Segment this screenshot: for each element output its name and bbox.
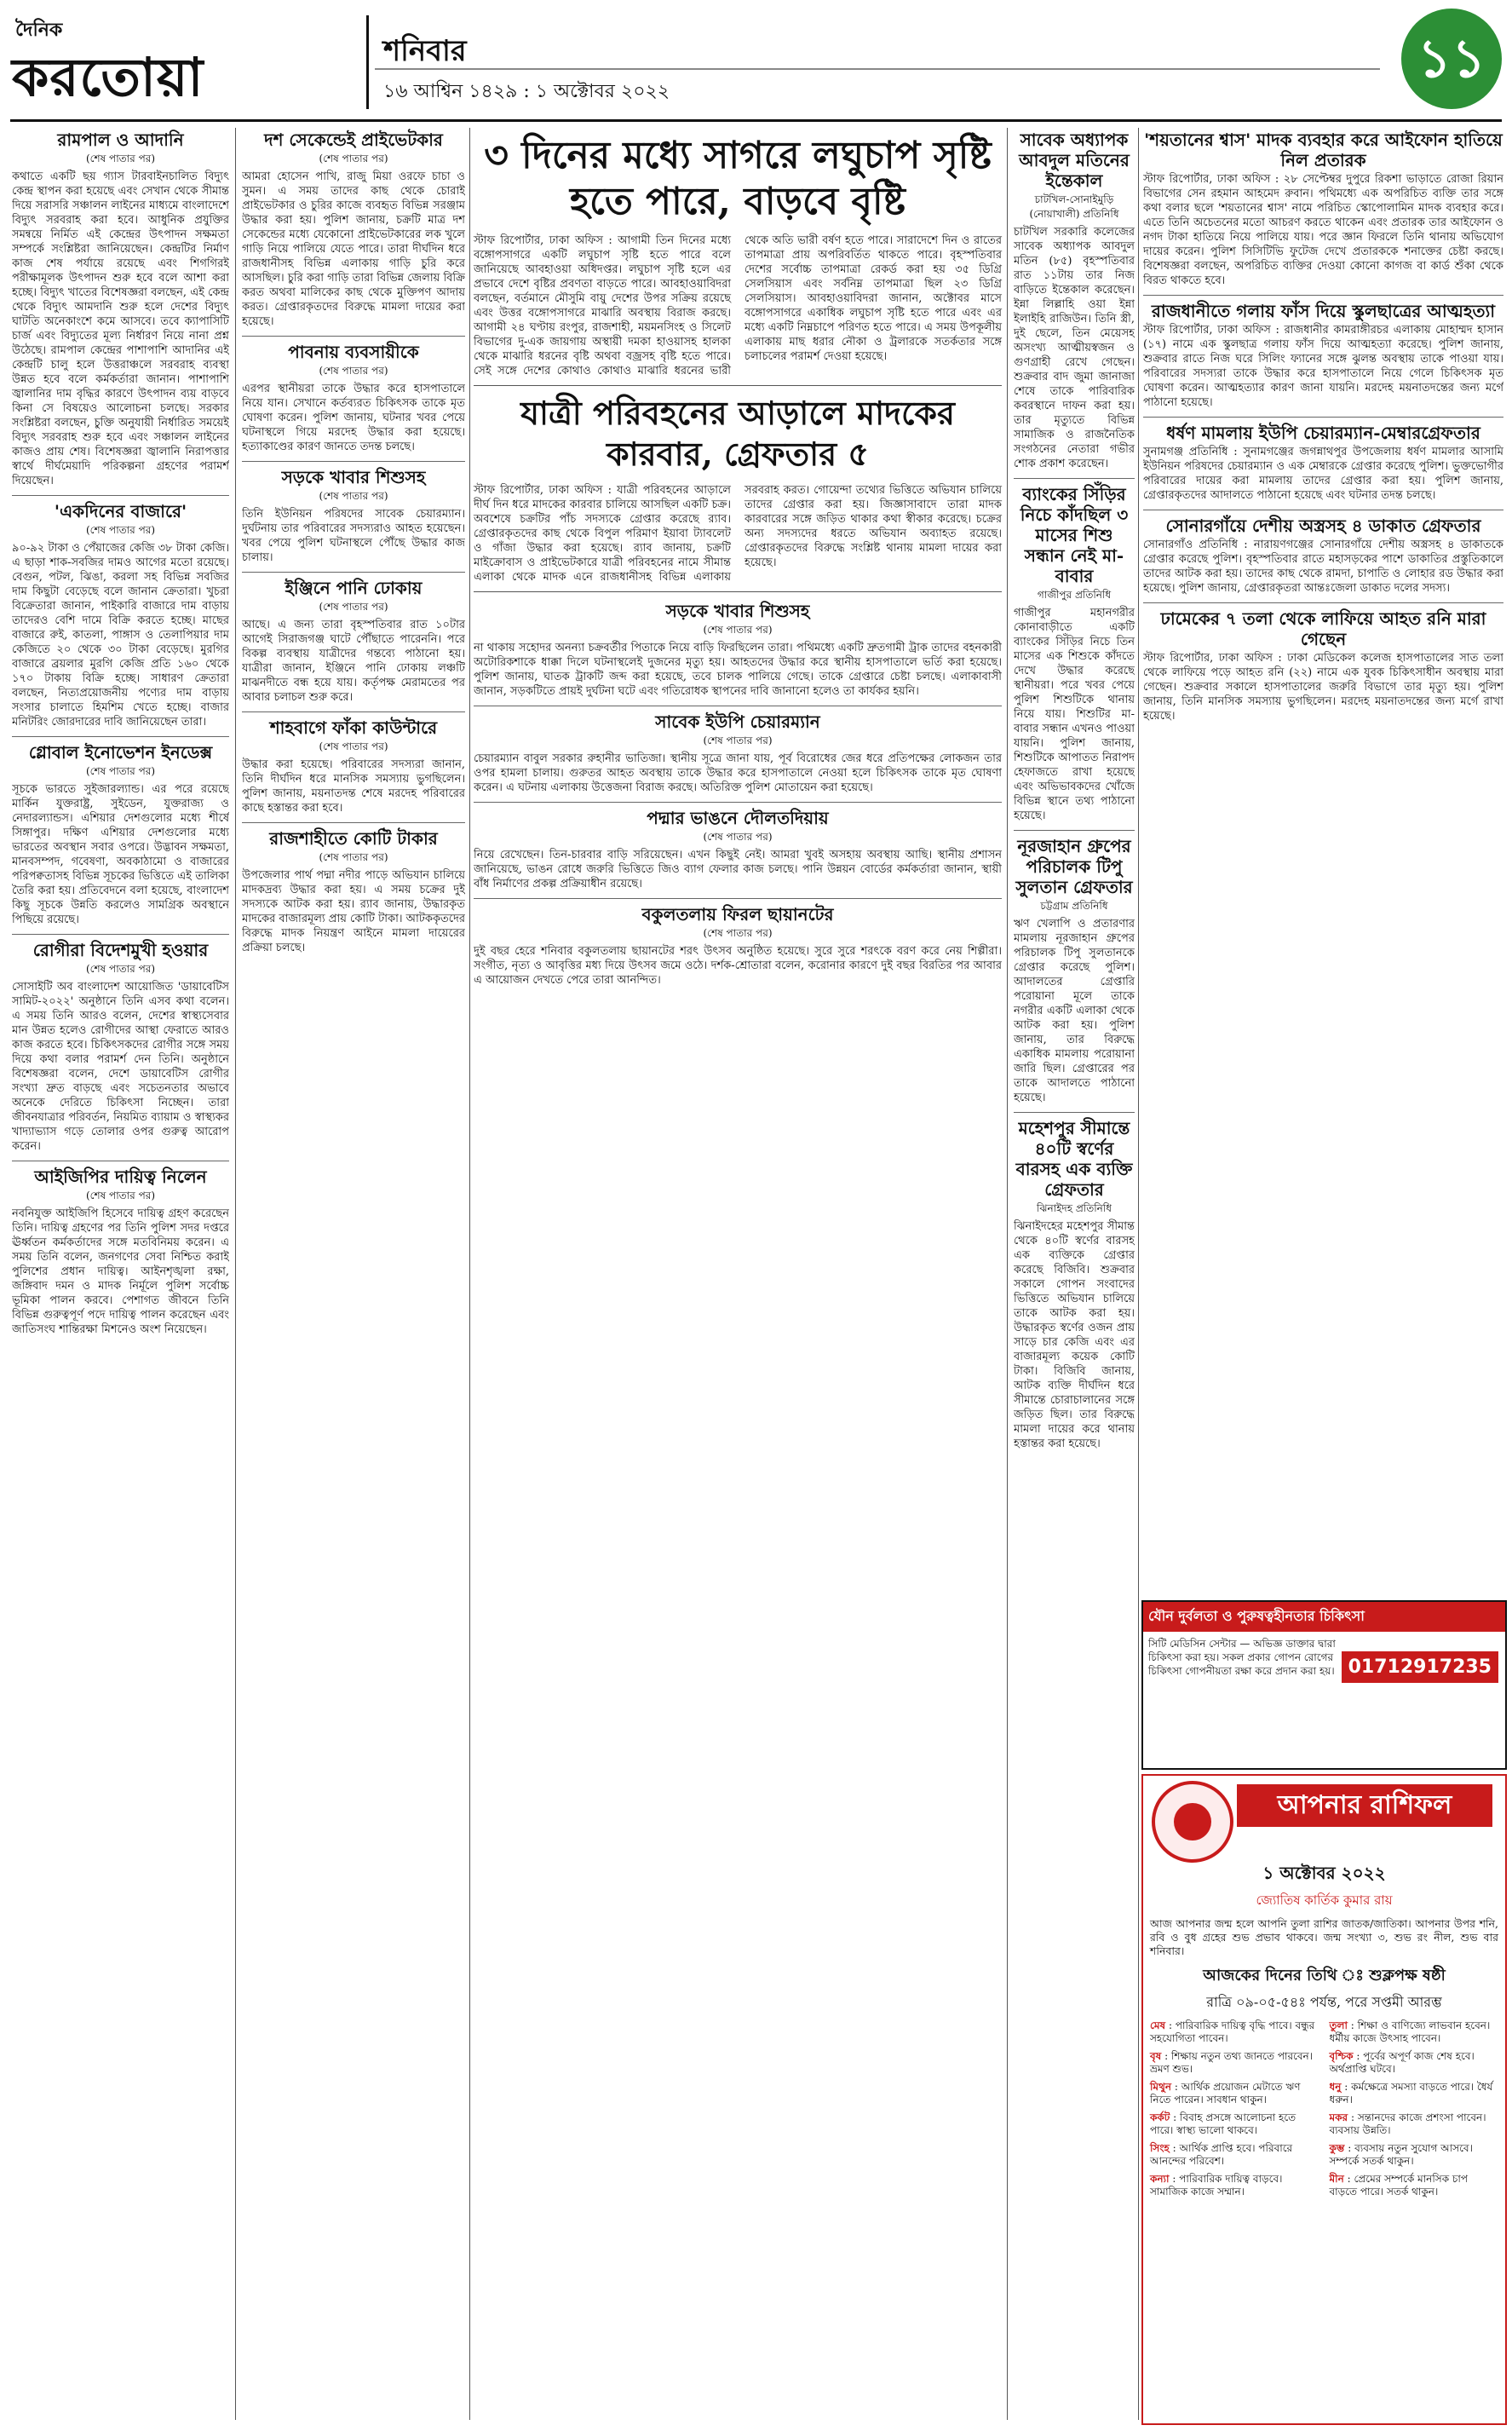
news-story	[1014, 1118, 1135, 1451]
zodiac-sign-item: মেষ : পারিবারিক দায়িত্ব বৃদ্ধি পাবে। বন্ধুর সহযোগিতা পাবেন।	[1150, 2019, 1315, 2044]
story-continuation-note: ঝিনাইদহ প্রতিনিধি	[1037, 1202, 1112, 1214]
story-headline: 'শয়তানের শ্বাস' মাদক ব্যবহার করে আইফোন হাতিয়ে নিল প্রতারক	[1144, 130, 1503, 170]
story-divider	[474, 802, 1002, 803]
column-5	[1143, 128, 1503, 1593]
zodiac-sign-name: ধনু	[1329, 2081, 1342, 2093]
zodiac-sign-text: শিক্ষায় নতুন তথ্য জানতে পারবেন। ভ্রমণ শুভ।	[1150, 2050, 1313, 2075]
story-body: কথাতে একটি ছয় গ্যাস টারবাইনচালিত বিদ্যুৎ কেন্দ্র স্থাপন করা হয়েছে এবং সেখান থেকে সীমান্ত দিয়ে সরাসরি সঞ্চালন লাইনের মাধ্যমে বাংলাদেশে বিদ্যুৎ সরবরাহ করা হবে। আধুনিক প্রযুক্তির সমন্বয়ে নির্মিত এই কেন্দ্রের উৎপাদন সক্ষমতা সম্পর্কে সংশ্লিষ্টরা জানিয়েছেন। কেন্দ্রটির নির্মাণ কাজ শেষ পর্যায়ে রয়েছে এবং শিগগিরই পরীক্ষামূলক উৎপাদন শুরু হবে বলে আশা করা হচ্ছে। বিদ্যুৎ খাতের বিশেষজ্ঞরা বলছেন, এই কেন্দ্র থেকে বিদ্যুৎ আমদানি শুরু হলে দেশের বিদ্যুৎ ঘাটতি অনেকাংশে কমে আসবে। তবে ক্যাপাসিটি চার্জ এবং বিদ্যুতের মূল্য নির্ধারণ নিয়ে নানা প্রশ্ন উঠেছে। রামপাল কেন্দ্রের পাশাপাশি আদানির এই কেন্দ্রটি চালু হলে উত্তরাঞ্চলে সরবরাহ ব্যবস্থা উন্নত হবে বলে কর্মকর্তারা জানান। পাশাপাশি জ্বালানির দাম বৃদ্ধির কারণে উৎপাদন ব্যয় বাড়বে কিনা সে বিষয়েও আলোচনা চলছে। সরকার সংশ্লিষ্টরা বলছেন, চুক্তি অনুযায়ী নির্ধারিত সময়েই বিদ্যুৎ সরবরাহ শুরু হবে এবং সঞ্চালন লাইনের কাজও প্রায় শেষ। বিশেষজ্ঞরা জ্বালানি নিরাপত্তার স্বার্থে দীর্ঘমেয়াদি পরিকল্পনা গ্রহণের পরামর্শ দিয়েছেন।	[12, 170, 229, 487]
masthead	[0, 0, 1512, 119]
zodiac-sign-name: কন্যা	[1150, 2173, 1170, 2185]
story-headline: দশ সেকেন্ডেই প্রাইভেটকার	[264, 130, 443, 150]
news-story	[242, 717, 465, 815]
zodiac-sign-text: পারিবারিক দায়িত্ব বৃদ্ধি পাবে। বন্ধুর সহযোগিতা পাবেন।	[1150, 2019, 1315, 2044]
story-headline: পাবনায় ব্যবসায়ীকে	[288, 342, 419, 362]
column-2	[242, 128, 465, 2420]
news-story	[242, 467, 465, 565]
news-story	[242, 342, 465, 454]
story-headline: আইজিপির দায়িত্ব নিলেন	[34, 1167, 207, 1187]
story-headline: রামপাল ও আদানি	[57, 130, 184, 150]
horoscope-author: জ্যোতিষ কার্তিক কুমার রায়	[1256, 1892, 1393, 1908]
story-headline: ঢামেকের ৭ তলা থেকে লাফিয়ে আহত রনি মারা গেছেন	[1160, 608, 1486, 649]
news-story	[242, 578, 465, 705]
story-divider	[12, 495, 229, 496]
zodiac-sign-text: পারিবারিক দায়িত্ব বাড়বে। সামাজিক কাজে সম্মান।	[1150, 2173, 1283, 2198]
news-story	[12, 130, 229, 488]
story-body: সূচকে ভারতে সুইজারল্যান্ড। এর পরে রয়েছে মার্কিন যুক্তরাষ্ট্র, সুইডেন, যুক্তরাজ্য ও নেদারল্যান্ডস। এশিয়ার দেশগুলোর মধ্যে শীর্ষে সিঙ্গাপুর। দক্ষিণ এশিয়ার দেশগুলোর মধ্যে ভারতের অবস্থান সবার ওপরে। উদ্ভাবন সক্ষমতা, মানবসম্পদ, গবেষণা, অবকাঠামো ও বাজারের পরিপক্বতাসহ বিভিন্ন সূচকের ভিত্তিতে এই তালিকা তৈরি করা হয়। প্রতিবেদনে বলা হয়েছে, বাংলাদেশ কিছু সূচকে উন্নতি করলেও সামগ্রিক অবস্থানে পিছিয়ে রয়েছে।	[12, 783, 229, 926]
lead-headline-drugs: যাত্রী পরিবহনের আড়ালে মাদকের কারবার, গ্রেফতার ৫	[520, 394, 955, 473]
news-story	[242, 828, 465, 955]
news-story	[12, 742, 229, 927]
zodiac-sign-name: মেষ	[1150, 2019, 1166, 2031]
story-headline: সাবেক ইউপি চেয়ারম্যান	[655, 711, 820, 732]
news-story	[1014, 130, 1135, 471]
story-continuation-note: চাটখিল-সোনাইমুড়ি (নোয়াখালী) প্রতিনিধি	[1029, 193, 1119, 220]
news-story	[1143, 516, 1503, 596]
zodiac-sign-name: তুলা	[1329, 2019, 1348, 2031]
story-body: না থাকায় সহোদর অনন্যা চক্রবর্তীর পিতাকে নিয়ে বাড়ি ফিরছিলেন তারা। পথিমধ্যে একটি দ্রুতগামী ট্রাক তাদের বহনকারী অটোরিকশাকে ধাক্কা দিলে ঘটনাস্থলেই দুজনের মৃত্যু হয়। আহতদের উদ্ধার করে স্থানীয় হাসপাতালে ভর্তি করা হয়েছে। পুলিশ জানায়, ঘাতক ট্রাকটি জব্দ করা হয়েছে, তবে চালক পালিয়ে গেছে। তাকে গ্রেপ্তারে চেষ্টা চলছে। এলাকাবাসী জানান, সড়কটিতে প্রায়ই দুর্ঘটনা ঘটে এবং গতিরোধক স্থাপনের দাবি জানানো হলেও তা কার্যকর হয়নি।	[474, 642, 1002, 698]
story-body: চাটখিল সরকারি কলেজের সাবেক অধ্যাপক আবদুল মতিন (৮৫) বৃহস্পতিবার রাত ১১টায় তার নিজ বাড়িতে ইন্তেকাল করেছেন। ইন্না লিল্লাহি ওয়া ইন্না ইলাইহি রাজিউন। তিনি স্ত্রী, দুই ছেলে, তিন মেয়েসহ অসংখ্য আত্মীয়স্বজন ও গুণগ্রাহী রেখে গেছেন। শুক্রবার বাদ জুমা জানাজা শেষে তাকে পারিবারিক কবরস্থানে দাফন করা হয়। তার মৃত্যুতে বিভিন্ন সামাজিক ও রাজনৈতিক সংগঠনের নেতারা গভীর শোক প্রকাশ করেছেন।	[1014, 226, 1135, 470]
news-story	[474, 711, 1002, 795]
news-story	[1014, 836, 1135, 1105]
story-continuation-note: (শেষ পাতার পর)	[85, 963, 156, 975]
story-continuation-note: (শেষ পাতার পর)	[319, 851, 388, 863]
zodiac-sign-item: মিথুন : আর্থিক প্রয়োজন মেটাতে ঋণ নিতে পারেন। সাবধান থাকুন।	[1150, 2081, 1301, 2106]
story-continuation-note: গাজীপুর প্রতিনিধি	[1037, 589, 1112, 601]
story-divider	[242, 711, 465, 712]
lead-story-drugs	[474, 393, 1002, 585]
center-continued-stories	[474, 599, 1002, 1809]
story-divider	[242, 572, 465, 573]
news-story	[12, 1167, 229, 1337]
story-headline: সড়কে খাবার শিশুসহ	[665, 601, 810, 621]
ad-body: সিটি মেডিসিন সেন্টার — অভিজ্ঞ ডাক্তার দ্বারা চিকিৎসা করা হয়। সকল প্রকার গোপন রোগের চিকিৎসা গোপনীয়তা রক্ষা করে প্রদান করা হয়।	[1148, 1638, 1336, 1677]
story-continuation-note: (শেষ পাতার পর)	[319, 740, 388, 752]
news-story	[474, 808, 1002, 891]
story-body: সোনারগাঁও প্রতিনিধি : নারায়ণগঞ্জের সোনারগাঁয়ে দেশীয় অস্ত্রসহ ৪ ডাকাতকে গ্রেপ্তার করেছে পুলিশ। বৃহস্পতিবার রাতে মহাসড়কের পাশে ডাকাতির প্রস্তুতিকালে তাদের আটক করা হয়। তাদের কাছ থেকে রামদা, চাপাতি ও লোহার রড উদ্ধার করা হয়েছে। পুলিশ জানায়, গ্রেপ্তারকৃতরা আন্তঃজেলা ডাকাত দলের সদস্য।	[1143, 539, 1503, 595]
story-continuation-note: (শেষ পাতার পর)	[85, 1190, 156, 1201]
lead-headline-weather: ৩ দিনের মধ্যে সাগরে লঘুচাপ সৃষ্টি হতে পারে, বাড়বে বৃষ্টি	[484, 134, 992, 223]
story-divider	[1143, 602, 1503, 603]
news-story	[1143, 608, 1503, 723]
zodiac-sign-item: কর্কট : বিবাহ প্রসঙ্গে আলোচনা হতে পারে। স্বাস্থ্য ভালো থাকবে।	[1150, 2111, 1296, 2136]
zodiac-sign-item: বৃষ : শিক্ষায় নতুন তথ্য জানতে পারবেন। ভ্রমণ শুভ।	[1150, 2050, 1313, 2075]
zodiac-sign-text: সন্তানদের কাজে প্রশংসা পাবেন। ব্যবসায় উন্নতি।	[1329, 2111, 1486, 2136]
story-divider	[474, 898, 1002, 899]
story-continuation-note: (শেষ পাতার পর)	[319, 153, 388, 164]
story-body: নবনিযুক্ত আইজিপি হিসেবে দায়িত্ব গ্রহণ করেছেন তিনি। দায়িত্ব গ্রহণের পর তিনি পুলিশ সদর দপ্তরে ঊর্ধ্বতন কর্মকর্তাদের সঙ্গে মতবিনিময় করেন। এ সময় তিনি বলেন, জনগণের সেবা নিশ্চিত করাই পুলিশের প্রধান দায়িত্ব। আইনশৃঙ্খলা রক্ষা, জঙ্গিবাদ দমন ও মাদক নির্মূলে পুলিশ সর্বোচ্চ ভূমিকা পালন করবে। পেশাগত জীবনে তিনি বিভিন্ন গুরুত্বপূর্ণ পদে দায়িত্ব পালন করেছেন এবং জাতিসংঘ শান্তিরক্ষা মিশনেও অংশ নিয়েছেন।	[12, 1207, 229, 1336]
masthead-rule	[375, 68, 1380, 70]
tithi-heading: আজকের দিনের তিথি ঃ শুক্লপক্ষ ষষ্ঠী	[1203, 1967, 1446, 1985]
story-divider	[474, 385, 1002, 386]
zodiac-sign-text: প্রেমের সম্পর্কে মানসিক চাপ বাড়তে পারে। সতর্ক থাকুন।	[1329, 2173, 1469, 2198]
lead-story-weather	[474, 133, 1002, 378]
story-headline: গ্লোবাল ইনোভেশন ইনডেক্স	[28, 742, 213, 763]
zodiac-sign-item: কুম্ভ : ব্যবসায় নতুন সুযোগ আসবে। সম্পর্কে সতর্ক থাকুন।	[1329, 2142, 1473, 2167]
story-headline: পদ্মার ভাঙনে দৌলতদিয়ায়	[647, 808, 829, 828]
day-name: শনিবার	[383, 34, 467, 68]
ad-phone-number: 01712917235	[1342, 1651, 1498, 1683]
horoscope-header	[1143, 1776, 1505, 1835]
story-body: ৯০-৯২ টাকা ও পেঁয়াজের কেজি ৩৮ টাকা কেজি। এ ছাড়া শাক-সবজির দামও আগের মতো রয়েছে। বেগুন, পটল, ঝিঙা, করলা সহ বিভিন্ন সবজির দাম কিছুটা বেড়েছে বলে জানান ক্রেতারা। খুচরা বিক্রেতারা জানান, পাইকারি বাজারে দাম বাড়ায় তাদেরও বেশি দামে বিক্রি করতে হচ্ছে। মাছের বাজারে রুই, কাতলা, পাঙ্গাস ও তেলাপিয়ার দাম কেজিতে ২০ থেকে ৩০ টাকা বেড়েছে। মুরগির বাজারে ব্রয়লার মুরগি কেজি প্রতি ১৬০ থেকে ১৭০ টাকায় বিক্রি হচ্ছে। সাধারণ ক্রেতারা বলছেন, নিত্যপ্রয়োজনীয় পণ্যের দাম বাড়ায় সংসার চালাতে হিমশিম খেতে হচ্ছে। বাজার মনিটরিং জোরদারের দাবি জানিয়েছেন তারা।	[12, 542, 229, 729]
column-rule	[1138, 128, 1139, 2420]
story-headline: শাহবাগে ফাঁকা কাউন্টারে	[269, 717, 438, 738]
news-story	[474, 904, 1002, 988]
zodiac-sign-item: তুলা : শিক্ষা ও বাণিজ্যে লাভবান হবেন। ধর্মীয় কাজে উৎসাহ পাবেন।	[1329, 2019, 1491, 2044]
tithi-detail: রাত্রি ০৯-০৫-৫৪ঃ পর্যন্ত, পরে সপ্তমী আরম্ভ	[1206, 1994, 1442, 2010]
news-story	[1014, 484, 1135, 823]
story-headline: সোনারগাঁয়ে দেশীয় অস্ত্রসহ ৪ ডাকাত গ্রেফতার	[1165, 516, 1481, 536]
story-body: ঋণ খেলাপি ও প্রতারণার মামলায় নূরজাহান গ্রুপের পরিচালক টিপু সুলতানকে গ্রেপ্তার করেছে পুলিশ। আদালতের গ্রেপ্তারি পরোয়ানা মূলে তাকে নগরীর একটি এলাকা থেকে আটক করা হয়। পুলিশ জানায়, তার বিরুদ্ধে একাধিক মামলায় পরোয়ানা জারি ছিল। গ্রেপ্তারের পর তাকে আদালতে পাঠানো হয়েছে।	[1014, 918, 1135, 1104]
news-story	[1143, 130, 1503, 288]
zodiac-sign-text: কর্মক্ষেত্রে সমস্যা বাড়তে পারে। ধৈর্য ধরুন।	[1329, 2081, 1493, 2106]
story-headline: 'একদিনের বাজারে'	[54, 501, 187, 521]
zodiac-sign-text: শিক্ষা ও বাণিজ্যে লাভবান হবেন। ধর্মীয় কাজে উৎসাহ পাবেন।	[1329, 2019, 1491, 2044]
news-story	[474, 601, 1002, 699]
story-body: আছে। এ জন্য তারা বৃহস্পতিবার রাত ১০টার আগেই সিরাজগঞ্জ ঘাটে পৌঁছাতে পারেননি। পরে বিকল্প ব্যবস্থায় যাত্রীদের গন্তব্যে পাঠানো হয়। যাত্রীরা জানান, ইঞ্জিনে পানি ঢোকায় লঞ্চটি মাঝনদীতে বন্ধ হয়ে যায়। কর্তৃপক্ষ মেরামতের পর আবার চলাচল শুরু করে।	[242, 619, 465, 704]
story-body: দুই বছর হেরে শনিবার বকুলতলায় ছায়ানটের শরৎ উৎসব অনুষ্ঠিত হয়েছে। সুরে সুরে শরৎকে বরণ করে নেয় শিল্পীরা। সংগীত, নৃত্য ও আবৃত্তির মধ্য দিয়ে উৎসব জমে ওঠে। দর্শক-শ্রোতারা বলেন, করোনার কারণে দুই বছর বিরতির পর আবার এ আয়োজন দেখতে পেরে তারা আনন্দিত।	[474, 945, 1002, 987]
story-continuation-note: (শেষ পাতার পর)	[703, 624, 773, 636]
zodiac-sign-grid	[1143, 2019, 1505, 2203]
story-divider	[474, 591, 1002, 592]
story-divider	[1143, 417, 1503, 418]
story-continuation-note: (শেষ পাতার পর)	[703, 927, 773, 939]
story-divider	[12, 934, 229, 935]
story-continuation-note: (শেষ পাতার পর)	[85, 524, 156, 536]
story-continuation-note: (শেষ পাতার পর)	[319, 365, 388, 377]
story-divider	[1014, 830, 1135, 831]
story-headline: রাজশাহীতে কোটি টাকার	[269, 828, 438, 849]
story-headline: সড়কে খাবার শিশুসহ	[281, 467, 426, 487]
story-body: চেয়ারম্যান বাবুল সরকার রুহানীর ভাতিজা। স্থানীয় সূত্রে জানা যায়, পূর্ব বিরোধের জের ধরে প্রতিপক্ষের লোকজন তার ওপর হামলা চালায়। গুরুতর আহত অবস্থায় তাকে উদ্ধার করে হাসপাতালে নেওয়া হলে চিকিৎসক তাকে মৃত ঘোষণা করেন। এ ঘটনায় এলাকায় উত্তেজনা বিরাজ করছে। অতিরিক্ত পুলিশ মোতায়েন করা হয়েছে।	[474, 752, 1002, 794]
story-continuation-note: (শেষ পাতার পর)	[319, 601, 388, 613]
story-body: উপজেলার পার্থ পদ্মা নদীর পাড়ে অভিযান চালিয়ে মাদকদ্রব্য উদ্ধার করা হয়। এ সময় চক্রের দুই সদস্যকে আটক করা হয়। র‍্যাব জানায়, উদ্ধারকৃত মাদকের বাজারমূল্য প্রায় কোটি টাকা। আটককৃতদের বিরুদ্ধে মাদক নিয়ন্ত্রণ আইনে মামলা দায়েরের প্রক্রিয়া চলছে।	[242, 869, 465, 954]
column-1	[12, 128, 229, 2420]
news-story	[1143, 301, 1503, 410]
story-headline: ইঞ্জিনে পানি ঢোকায়	[285, 578, 423, 598]
zodiac-sign-name: কুম্ভ	[1329, 2142, 1345, 2154]
story-body: এরপর স্থানীয়রা তাকে উদ্ধার করে হাসপাতালে নিয়ে যান। সেখানে কর্তব্যরত চিকিৎসক তাকে মৃত ঘোষণা করেন। পুলিশ জানায়, ঘটনার খবর পেয়ে ঘটনাস্থলে গিয়ে মরদেহ উদ্ধার করা হয়েছে। হত্যাকাণ্ডের কারণ জানতে তদন্ত চলছে।	[242, 383, 465, 453]
masthead-divider	[366, 15, 369, 109]
column-rule	[469, 128, 470, 2420]
story-divider	[1143, 295, 1503, 296]
story-continuation-note: (শেষ পাতার পর)	[85, 765, 156, 777]
column-rule	[1007, 128, 1008, 2420]
zodiac-sign-text: ব্যবসায় নতুন সুযোগ আসবে। সম্পর্কে সতর্ক থাকুন।	[1329, 2142, 1473, 2167]
news-story	[12, 940, 229, 1154]
zodiac-sign-name: বৃশ্চিক	[1329, 2050, 1354, 2062]
zodiac-sign-item: ধনু : কর্মক্ষেত্রে সমস্যা বাড়তে পারে। ধৈর্য ধরুন।	[1329, 2081, 1493, 2106]
column-rule	[235, 128, 236, 2420]
story-continuation-note: (শেষ পাতার পর)	[703, 831, 773, 843]
story-body: স্টাফ রিপোর্টার, ঢাকা অফিস : রাজধানীর কামরাঙ্গীরচর এলাকায় মোহাম্মদ হাসান (১৭) নামে এক স্কুলছাত্র গলায় ফাঁস দিয়ে আত্মহত্যা করেছে। পুলিশ জানায়, শুক্রবার রাতে নিজ ঘরে সিলিং ফ্যানের সঙ্গে ঝুলন্ত অবস্থায় তাকে পাওয়া যায়। পরিবারের সদস্যরা তাকে উদ্ধার করে হাসপাতালে নিয়ে গেলে চিকিৎসক মৃত ঘোষণা করেন। আত্মহত্যার কারণ জানা যায়নি। মরদেহ ময়নাতদন্তের জন্য মর্গে পাঠানো হয়েছে।	[1143, 324, 1503, 409]
story-divider	[242, 336, 465, 337]
zodiac-sign-text: আর্থিক প্রাপ্তি হবে। পরিবারে আনন্দের পরিবেশ।	[1150, 2142, 1293, 2167]
story-headline: সাবেক অধ্যাপক আবদুল মতিনের ইন্তেকাল	[1019, 130, 1130, 191]
column-4	[1014, 128, 1135, 2420]
story-body: উদ্ধার করা হয়েছে। পরিবারের সদস্যরা জানান, তিনি দীর্ঘদিন ধরে মানসিক সমস্যায় ভুগছিলেন। পুলিশ জানায়, ময়নাতদন্ত শেষে মরদেহ পরিবারের কাছে হস্তান্তর করা হবে।	[242, 758, 465, 815]
ad-headline: যৌন দুর্বলতা ও পুরুষত্বহীনতার চিকিৎসা	[1143, 1602, 1505, 1632]
story-body: তিনি ইউনিয়ন পরিষদের সাবেক চেয়ারম্যান। দুর্ঘটনায় তার পরিবারের সদস্যরাও আহত হয়েছেন। খবর পেয়ে পুলিশ ঘটনাস্থলে পৌঁছে উদ্ধার কাজ চালায়।	[242, 508, 465, 564]
zodiac-sign-item: সিংহ : আর্থিক প্রাপ্তি হবে। পরিবারে আনন্দের পরিবেশ।	[1150, 2142, 1293, 2167]
horoscope-date: ১ অক্টোবর ২০২২	[1262, 1863, 1386, 1883]
story-divider	[242, 822, 465, 823]
story-continuation-note: (শেষ পাতার পর)	[319, 490, 388, 502]
zodiac-sign-name: সিংহ	[1150, 2142, 1170, 2154]
lead-body-drugs: স্টাফ রিপোর্টার, ঢাকা অফিস : যাত্রী পরিবহনের আড়ালে দীর্ঘ দিন ধরে মাদকের কারবার চালিয়ে আসছিল একটি চক্র। অবশেষে চক্রটির পাঁচ সদস্যকে গ্রেপ্তার করেছে র‍্যাব। গ্রেপ্তারকৃতদের কাছ থেকে বিপুল পরিমাণ ইয়াবা ট্যাবলেট ও গাঁজা উদ্ধার করা হয়েছে। র‍্যাব জানায়, চক্রটি মাইক্রোবাস ও প্রাইভেটকারে যাত্রী পরিবহনের নামে সীমান্ত এলাকা থেকে মাদক এনে রাজধানীসহ বিভিন্ন এলাকায় সরবরাহ করত। গোয়েন্দা তথ্যের ভিত্তিতে অভিযান চালিয়ে তাদের গ্রেপ্তার করা হয়। জিজ্ঞাসাবাদে তারা মাদক কারবারের সঙ্গে জড়িত থাকার কথা স্বীকার করেছে। চক্রের অন্য সদস্যদের ধরতে অভিযান অব্যাহত রয়েছে। গ্রেপ্তারকৃতদের বিরুদ্ধে সংশ্লিষ্ট থানায় মামলা দায়ের করা হয়েছে।	[474, 484, 1002, 584]
story-body: আমরা হোসেন পাখি, রাজু মিয়া ওরফে চাচা ও সুমন। এ সময় তাদের কাছ থেকে চোরাই প্রাইভেটকার ও চুরির কাজে ব্যবহৃত বিভিন্ন সরঞ্জাম উদ্ধার করা হয়। পুলিশ জানায়, চক্রটি মাত্র দশ সেকেন্ডের মধ্যে যেকোনো প্রাইভেটকারের লক খুলে গাড়ি নিয়ে পালিয়ে যেতে পারে। তারা দীর্ঘদিন ধরে রাজধানীসহ বিভিন্ন এলাকায় গাড়ি চুরি করে আসছিল। চুরি করা গাড়ি তারা বিভিন্ন জেলায় বিক্রি করত অথবা মালিকের কাছ থেকে মুক্তিপণ আদায় করত। গ্রেপ্তারকৃতদের বিরুদ্ধে মামলা দায়ের করা হয়েছে।	[242, 170, 465, 328]
logo-small-text: দৈনিক	[15, 19, 63, 41]
newspaper-logo: করতোয়া	[12, 46, 204, 108]
zodiac-sign-item: কন্যা : পারিবারিক দায়িত্ব বাড়বে। সামাজিক কাজে সম্মান।	[1150, 2173, 1283, 2198]
masthead-bottom-rule	[10, 119, 1502, 122]
story-headline: বকুলতলায় ফিরল ছায়ানটের	[641, 904, 834, 925]
zodiac-wheel-icon	[1152, 1781, 1233, 1863]
news-story	[1143, 423, 1503, 503]
story-body: স্টাফ রিপোর্টার, ঢাকা অফিস : ২৮ সেপ্টেম্বর দুপুরে রিকশা ভাড়াতে রোজা রিয়ান বিভাগের সেন রহমান আহমেদ রুবান। পথিমধ্যে এক অপরিচিত ব্যক্তি তার সঙ্গে কথা বলার ছলে 'শয়তানের শ্বাস' নামে পরিচিত স্কোপোলামিন মাদক ব্যবহার করে। এতে তিনি অচেতনের মতো আচরণ করতে থাকেন এবং প্রতারক তার আইফোন ও নগদ টাকা হাতিয়ে নিয়ে পালিয়ে যায়। পরে জ্ঞান ফিরলে তিনি থানায় অভিযোগ দায়ের করেন। পুলিশ সিসিটিভি ফুটেজ দেখে প্রতারককে শনাক্তের চেষ্টা করছে। বিশেষজ্ঞরা বলছেন, অপরিচিত ব্যক্তির দেওয়া কোনো কাগজ বা কার্ড শুঁকা থেকে বিরত থাকতে হবে।	[1143, 173, 1503, 287]
story-body: সুনামগঞ্জ প্রতিনিধি : সুনামগঞ্জের জগন্নাথপুর উপজেলায় ধর্ষণ মামলার আসামি ইউনিয়ন পরিষদের চেয়ারম্যান ও এক মেম্বারকে গ্রেপ্তার করেছে পুলিশ। ভুক্তভোগীর পরিবারের দায়ের করা মামলায় তাদের গ্রেপ্তার করা হয়। পুলিশ জানায়, গ্রেপ্তারকৃতদের আদালতে পাঠানো হয়েছে এবং ঘটনার তদন্ত চলছে।	[1143, 446, 1503, 502]
story-headline: মহেশপুর সীমান্তে ৪০টি স্বর্ণের বারসহ এক ব্যক্তি গ্রেফতার	[1015, 1118, 1133, 1200]
zodiac-sign-text: পূর্বের অপূর্ণ কাজ শেষ হবে। অর্থপ্রাপ্তি ঘটবে।	[1329, 2050, 1475, 2075]
zodiac-sign-item: মকর : সন্তানদের কাজে প্রশংসা পাবেন। ব্যবসায় উন্নতি।	[1329, 2111, 1486, 2136]
story-headline: ব্যাংকের সিঁড়ির নিচে কাঁদছিল ৩ মাসের শিশু সন্ধান নেই মা-বাবার	[1020, 484, 1129, 586]
zodiac-sign-name: মকর	[1329, 2111, 1348, 2123]
zodiac-sign-name: মিথুন	[1150, 2081, 1172, 2093]
zodiac-sign-text: বিবাহ প্রসঙ্গে আলোচনা হতে পারে। স্বাস্থ্য ভালো থাকবে।	[1150, 2111, 1296, 2136]
story-headline: রোগীরা বিদেশমুখী হওয়ার	[32, 940, 209, 960]
story-divider	[1014, 1112, 1135, 1113]
story-divider	[1014, 478, 1135, 479]
story-body: নিয়ে রেখেছেন। তিন-চারবার বাড়ি সরিয়েছেন। এখন কিছুই নেই। আমরা খুবই অসহায় অবস্থায় আছি। স্থানীয় প্রশাসন জানিয়েছে, ভাঙন রোধে জরুরি ভিত্তিতে জিও ব্যাগ ফেলার কাজ চলছে। পানি উন্নয়ন বোর্ডের কর্মকর্তারা জানান, স্থায়ী বাঁধ নির্মাণের প্রকল্প প্রক্রিয়াধীন রয়েছে।	[474, 849, 1002, 890]
page-number-badge: ১১	[1401, 9, 1502, 109]
horoscope-box	[1141, 1774, 1507, 2425]
story-body: সোসাইটি অব বাংলাদেশ আয়োজিত 'ডায়াবেটিস সামিট-২০২২' অনুষ্ঠানে তিনি এসব কথা বলেন। এ সময় তিনি আরও বলেন, দেশের স্বাস্থ্যসেবার মান উন্নত হলেও রোগীদের আস্থা ফেরাতে আরও কাজ করতে হবে। চিকিৎসকদের রোগীর সঙ্গে সময় দিয়ে কথা বলার পরামর্শ দেন তিনি। অনুষ্ঠানে বিশেষজ্ঞরা বলেন, দেশে ডায়াবেটিস রোগীর সংখ্যা দ্রুত বাড়ছে এবং সচেতনতার অভাবে অনেকে দেরিতে চিকিৎসা নিচ্ছেন। তারা জীবনযাত্রার পরিবর্তন, নিয়মিত ব্যায়াম ও স্বাস্থ্যকর খাদ্যাভ্যাস গড়ে তোলার ওপর গুরুত্ব আরোপ করেন।	[12, 981, 229, 1153]
story-body: গাজীপুর মহানগরীর কোনাবাড়ীতে একটি ব্যাংকের সিঁড়ির নিচে তিন মাসের এক শিশুকে কাঁদতে দেখে উদ্ধার করেছে স্থানীয়রা। পরে খবর পেয়ে পুলিশ শিশুটিকে থানায় নিয়ে যায়। শিশুটির মা-বাবার সন্ধান এখনও পাওয়া যায়নি। পুলিশ জানায়, শিশুটিকে আপাতত নিরাপদ হেফাজতে রাখা হয়েছে এবং অভিভাবকদের খোঁজে বিভিন্ন স্থানে তথ্য পাঠানো হয়েছে।	[1014, 607, 1135, 822]
lead-body-weather: স্টাফ রিপোর্টার, ঢাকা অফিস : আগামী তিন দিনের মধ্যে বঙ্গোপসাগরে একটি লঘুচাপ সৃষ্টি হতে পারে বলে জানিয়েছে আবহাওয়া অধিদপ্তর। লঘুচাপ সৃষ্টি হলে এর প্রভাবে দেশে বৃষ্টির প্রবণতা বাড়তে পারে। আবহাওয়াবিদরা বলছেন, বর্তমানে মৌসুমি বায়ু দেশের উপর সক্রিয় রয়েছে এবং উত্তর বঙ্গোপসাগরে মাঝারি অবস্থায় বিরাজ করছে। আগামী ২৪ ঘণ্টায় রংপুর, রাজশাহী, ময়মনসিংহ ও সিলেট বিভাগের দু-এক জায়গায় অস্থায়ী দমকা হাওয়াসহ হালকা থেকে মাঝারি ধরনের বৃষ্টি অথবা বজ্রসহ বৃষ্টি হতে পারে। সেই সঙ্গে দেশের কোথাও কোথাও মাঝারি ধরনের ভারী থেকে অতি ভারী বর্ষণ হতে পারে। সারাদেশে দিন ও রাতের তাপমাত্রা প্রায় অপরিবর্তিত থাকতে পারে। বৃহস্পতিবার দেশের সর্বোচ্চ তাপমাত্রা রেকর্ড করা হয় ৩৫ ডিগ্রি সেলসিয়াস এবং সর্বনিম্ন তাপমাত্রা ছিল ২৩ ডিগ্রি সেলসিয়াস। আবহাওয়াবিদরা জানান, অক্টোবর মাসে বঙ্গোপসাগরে একাধিক লঘুচাপ সৃষ্টি হতে পারে এবং এর মধ্যে একটি নিম্নচাপে পরিণত হতে পারে। এ সময় উপকূলীয় এলাকায় মাছ ধরার নৌকা ও ট্রলারকে সতর্কতার সঙ্গে চলাচলের পরামর্শ দেওয়া হয়েছে।	[474, 234, 1002, 377]
news-story	[242, 130, 465, 329]
date-line: ১৬ আশ্বিন ১৪২৯ : ১ অক্টোবর ২০২২	[383, 81, 670, 102]
story-divider	[242, 461, 465, 462]
story-continuation-note: (শেষ পাতার পর)	[85, 153, 156, 164]
lead-stories	[474, 128, 1002, 1809]
story-headline: ধর্ষণ মামলায় ইউপি চেয়ারম্যান-মেম্বারগ্রেফতার	[1166, 423, 1480, 443]
advertisement	[1141, 1600, 1507, 1770]
zodiac-sign-text: আর্থিক প্রয়োজন মেটাতে ঋণ নিতে পারেন। সাবধান থাকুন।	[1150, 2081, 1301, 2106]
zodiac-sign-name: মীন	[1329, 2173, 1344, 2185]
story-continuation-note: (শেষ পাতার পর)	[703, 734, 773, 746]
story-body: ঝিনাইদহের মহেশপুর সীমান্ত থেকে ৪০টি স্বর্ণের বারসহ এক ব্যক্তিকে গ্রেপ্তার করেছে বিজিবি। শুক্রবার সকালে গোপন সংবাদের ভিত্তিতে অভিযান চালিয়ে তাকে আটক করা হয়। উদ্ধারকৃত স্বর্ণের ওজন প্রায় সাড়ে চার কেজি এবং এর বাজারমূল্য কয়েক কোটি টাকা। বিজিবি জানায়, আটক ব্যক্তি দীর্ঘদিন ধরে সীমান্তে চোরাচালানের সঙ্গে জড়িত ছিল। তার বিরুদ্ধে মামলা দায়ের করে থানায় হস্তান্তর করা হয়েছে।	[1014, 1220, 1135, 1450]
horoscope-title: আপনার রাশিফল	[1237, 1784, 1492, 1827]
story-headline: রাজধানীতে গলায় ফাঁস দিয়ে স্কুলছাত্রের আত্মহত্যা	[1151, 301, 1496, 321]
zodiac-sign-name: বৃষ	[1150, 2050, 1162, 2062]
story-headline: নূরজাহান গ্রুপের পরিচালক টিপু সুলতান গ্রেফতার	[1015, 836, 1133, 897]
news-story	[12, 501, 229, 729]
story-continuation-note: চট্টগ্রাম প্রতিনিধি	[1040, 900, 1108, 912]
zodiac-sign-item: মীন : প্রেমের সম্পর্কে মানসিক চাপ বাড়তে পারে। সতর্ক থাকুন।	[1329, 2173, 1469, 2198]
story-body: স্টাফ রিপোর্টার, ঢাকা অফিস : ঢাকা মেডিকেল কলেজ হাসপাতালের সাত তলা থেকে লাফিয়ে পড়ে আহত রনি (২২) নামে এক যুবক চিকিৎসাধীন অবস্থায় মারা গেছেন। শুক্রবার সকালে হাসপাতালের জরুরি বিভাগে তার মৃত্যু হয়। পুলিশ জানায়, তিনি মানসিক সমস্যায় ভুগছিলেন। মরদেহ ময়নাতদন্তের জন্য মর্গে রাখা হয়েছে।	[1143, 652, 1503, 723]
horoscope-intro: আজ আপনার জন্ম হলে আপনি তুলা রাশির জাতক/জাতিকা। আপনার উপর শনি, রবি ও বুধ গ্রহের শুভ প্রভাব থাকবে। জন্ম সংখ্যা ৩, শুভ রং নীল, শুভ বার শনিবার।	[1150, 1917, 1498, 1957]
zodiac-sign-name: কর্কট	[1150, 2111, 1170, 2123]
zodiac-sign-item: বৃশ্চিক : পূর্বের অপূর্ণ কাজ শেষ হবে। অর্থপ্রাপ্তি ঘটবে।	[1329, 2050, 1475, 2075]
story-divider	[12, 736, 229, 737]
